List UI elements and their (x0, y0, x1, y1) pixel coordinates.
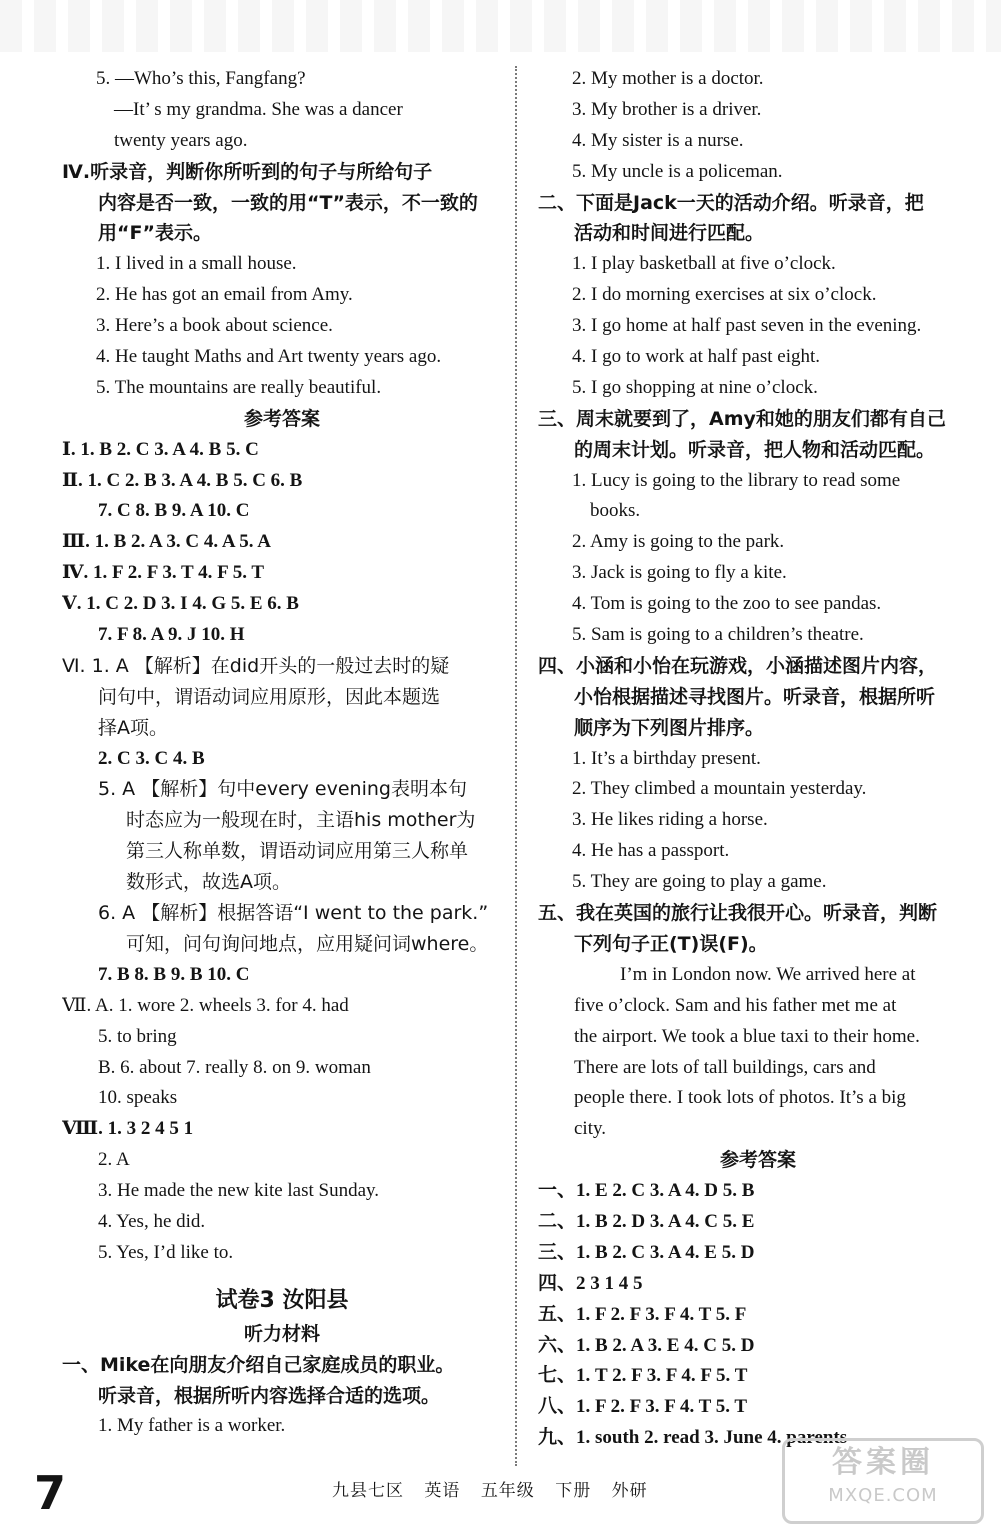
listening-sentence: 5. I go shopping at nine o’clock. (572, 376, 818, 398)
answer-row: Ⅶ. A. 1. wore 2. wheels 3. for 4. had (62, 994, 349, 1016)
listening-sentence: books. (590, 500, 641, 522)
listening-material-heading: 听力材料 (243, 1322, 320, 1345)
answer-row: Ⅷ. 1. 3 2 4 5 1 (62, 1118, 194, 1140)
answer-row: 四、2 3 1 4 5 (538, 1272, 643, 1294)
answer-row: 5. to bring (98, 1025, 177, 1047)
question-5-instruction: 下列句子正(T)误(F)。 (574, 932, 768, 955)
answer-explanation: 择A项。 (98, 716, 168, 739)
answer-row: 5. Yes, I’d like to. (98, 1241, 234, 1263)
answer-row: B. 6. about 7. really 8. on 9. woman (98, 1056, 371, 1078)
passage-line: five o’clock. Sam and his father met me at (574, 994, 897, 1016)
answer-row: 一、1. E 2. C 3. A 4. D 5. B (538, 1180, 755, 1202)
watermark-url: MXQE.COM (828, 1485, 938, 1506)
listening-sentence: 1. My father is a worker. (98, 1415, 286, 1437)
section-4-instruction: 用“F”表示。 (98, 222, 212, 245)
answer-explanation: 时态应为一般现在时，主语his mother为 (126, 809, 476, 832)
question-1-instruction: 一、Mike在向朋友介绍自己家庭成员的职业。 (62, 1353, 455, 1376)
footer-subject: 英语 (424, 1481, 461, 1501)
section-4-instruction: 内容是否一致，一致的用“T”表示，不一致的 (98, 191, 478, 214)
listening-sentence: 5. They are going to play a game. (572, 871, 827, 893)
watermark-logo (782, 1438, 984, 1524)
answers-heading: 参考答案 (719, 1149, 796, 1172)
listening-sentence: 4. He has a passport. (572, 840, 730, 862)
answer-row: 六、1. B 2. A 3. E 4. C 5. D (538, 1334, 755, 1356)
passage-line: I’m in London now. We arrived here at (620, 963, 916, 985)
answer-row: 4. Yes, he did. (98, 1210, 206, 1232)
listening-sentence: 1. I play basketball at five o’clock. (572, 253, 836, 275)
listening-sentence: 1. Lucy is going to the library to read some (572, 469, 901, 491)
question-4-instruction: 小怡根据描述寻找图片。听录音，根据所听 (574, 685, 936, 708)
answer-row: Ⅴ. 1. C 2. D 3. I 4. G 5. E 6. B (62, 593, 299, 615)
answer-row: 3. He made the new kite last Sunday. (98, 1180, 380, 1202)
listening-sentence: 2. They climbed a mountain yesterday. (572, 778, 867, 800)
answer-row: 五、1. F 2. F 3. F 4. T 5. F (538, 1303, 747, 1325)
answer-explanation: Ⅵ. 1. A 【解析】在did开头的一般过去时的疑 (62, 654, 450, 677)
listening-sentence: 4. My sister is a nurse. (572, 129, 744, 151)
listening-sentence: 5. Sam is going to a children’s theatre. (572, 624, 864, 646)
page-top-band (0, 0, 1001, 52)
passage-line: the airport. We took a blue taxi to their home. (574, 1025, 920, 1047)
dialogue-line: 5. —Who’s this, Fangfang? (96, 68, 306, 89)
listening-sentence: 2. I do morning exercises at six o’clock. (572, 284, 877, 306)
listening-sentence: 3. Here’s a book about science. (96, 315, 333, 337)
passage-line: city. (574, 1118, 607, 1140)
question-2-instruction: 活动和时间进行匹配。 (574, 222, 765, 245)
question-5-instruction: 五、我在英国的旅行让我很开心。听录音，判断 (538, 902, 938, 925)
answer-row: 二、1. B 2. D 3. A 4. C 5. E (538, 1210, 755, 1232)
listening-sentence: 2. He has got an email from Amy. (96, 284, 353, 306)
answer-row: 三、1. B 2. C 3. A 4. E 5. D (538, 1241, 755, 1263)
answer-explanation: 问句中，谓语动词应用原形，因此本题选 (98, 685, 441, 708)
listening-sentence: 3. Jack is going to fly a kite. (572, 562, 787, 584)
answer-row: Ⅱ. 1. C 2. B 3. A 4. B 5. C 6. B (62, 469, 303, 491)
answer-row: Ⅰ. 1. B 2. C 3. A 4. B 5. C (62, 438, 259, 460)
listening-sentence: 4. Tom is going to the zoo to see pandas. (572, 593, 882, 615)
answer-row: 7. C 8. B 9. A 10. C (98, 500, 250, 522)
listening-sentence: 3. He likes riding a horse. (572, 809, 768, 831)
listening-sentence: 4. I go to work at half past eight. (572, 346, 821, 368)
footer-volume: 下册 (555, 1481, 592, 1501)
answer-explanation: 5. A 【解析】句中every evening表明本句 (98, 778, 467, 801)
listening-sentence: 1. I lived in a small house. (96, 253, 297, 275)
footer-info (332, 1476, 662, 1501)
answer-row: 10. speaks (98, 1087, 178, 1109)
answer-row: 八、1. F 2. F 3. F 4. T 5. T (538, 1396, 748, 1418)
question-4-instruction: 四、小涵和小怡在玩游戏，小涵描述图片内容， (538, 654, 938, 677)
answers-heading: 参考答案 (243, 407, 320, 430)
answer-explanation: 可知，问句询问地点，应用疑问词where。 (126, 932, 489, 955)
dialogue-line: twenty years ago. (114, 129, 248, 151)
dialogue-line: —It’ s my grandma. She was a dancer (114, 98, 403, 120)
question-4-instruction: 顺序为下列图片排序。 (574, 716, 765, 739)
answer-row: 2. C 3. C 4. B (98, 747, 205, 769)
answer-row: Ⅲ. 1. B 2. A 3. C 4. A 5. A (62, 531, 271, 553)
listening-sentence: 2. My mother is a doctor. (572, 68, 764, 89)
listening-sentence: 2. Amy is going to the park. (572, 531, 785, 553)
passage-line: people there. I took lots of photos. It’s a big (574, 1087, 906, 1109)
answer-row: Ⅳ. 1. F 2. F 3. T 4. F 5. T (62, 562, 265, 584)
listening-sentence: 3. My brother is a driver. (572, 98, 762, 120)
question-2-instruction: 二、下面是Jack一天的活动介绍。听录音，把 (538, 191, 924, 214)
footer-edition: 外研 (611, 1481, 648, 1501)
page-number: 7 (34, 1466, 67, 1520)
answer-row: 7. B 8. B 9. B 10. C (98, 963, 250, 985)
right-column (538, 64, 978, 1454)
listening-sentence: 5. The mountains are really beautiful. (96, 376, 382, 398)
answer-explanation: 数形式，故选A项。 (126, 871, 291, 894)
answer-explanation: 第三人称单数，谓语动词应用第三人称单 (126, 840, 469, 863)
paper-title: 试卷3 汝阳县 (215, 1287, 349, 1313)
column-divider (515, 66, 517, 1466)
footer-region: 九县七区 (332, 1481, 404, 1501)
question-3-instruction: 的周末计划。听录音，把人物和活动匹配。 (574, 438, 936, 461)
watermark-text: 答案圈 (832, 1445, 934, 1480)
left-column (62, 64, 502, 1442)
answer-row: 七、1. T 2. F 3. F 4. F 5. T (538, 1365, 748, 1387)
listening-sentence: 4. He taught Maths and Art twenty years ago. (96, 346, 442, 368)
answer-row: 2. A (98, 1149, 130, 1171)
footer-grade: 五年级 (480, 1481, 535, 1501)
section-4-instruction: Ⅳ.听录音，判断你所听到的句子与所给句子 (62, 160, 433, 183)
passage-line: There are lots of tall buildings, cars and (574, 1056, 876, 1078)
answer-row: 九、1. south 2. read 3. June 4. parents (538, 1427, 848, 1449)
listening-sentence: 1. It’s a birthday present. (572, 747, 761, 769)
listening-sentence: 3. I go home at half past seven in the evening. (572, 315, 922, 337)
answer-explanation: 6. A 【解析】根据答语“I went to the park.” (98, 902, 489, 925)
question-1-instruction: 听录音，根据所听内容选择合适的选项。 (98, 1384, 441, 1407)
listening-sentence: 5. My uncle is a policeman. (572, 160, 783, 182)
answer-row: 7. F 8. A 9. J 10. H (98, 624, 245, 646)
question-3-instruction: 三、周末就要到了，Amy和她的朋友们都有自己 (538, 407, 946, 430)
